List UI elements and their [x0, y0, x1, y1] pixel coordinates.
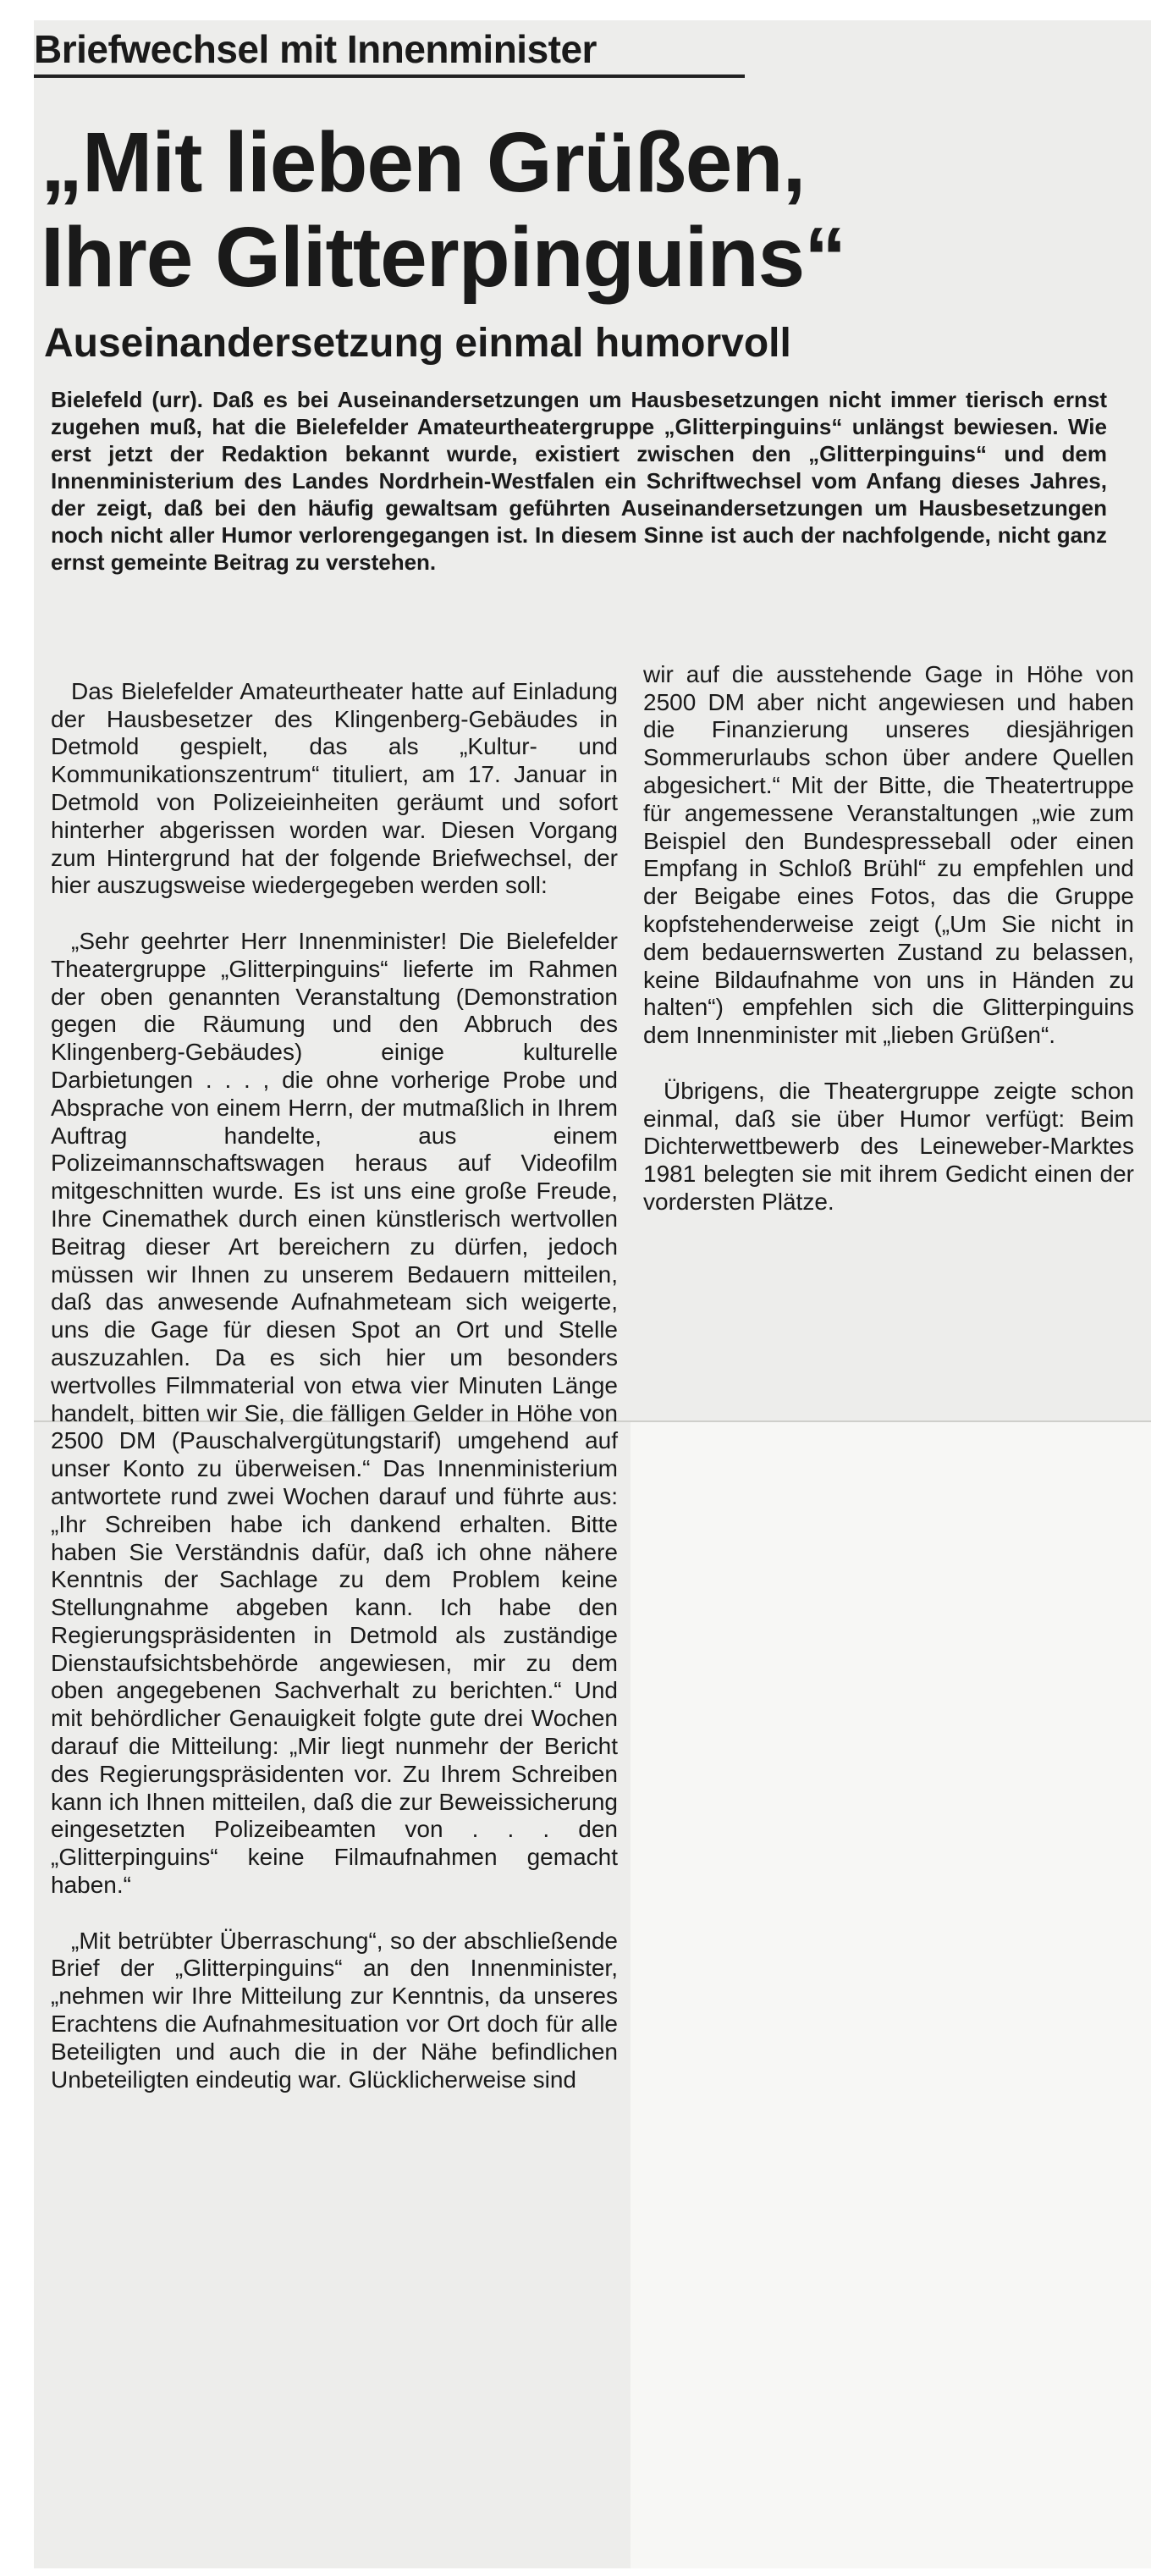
left-column: [51, 650, 618, 2121]
paragraph: Übrigens, die Theatergruppe zeigte schon einmal, daß sie über Humor verfügt: Beim Dichterwettbewerb des Leineweber-Marktes 1981 belegten sie mit ihrem Gedicht einen der vordersten Plätze.: [643, 1077, 1134, 1215]
kicker: Briefwechsel mit Innenminister: [34, 24, 745, 78]
paragraph: „Mit betrübter Überraschung“, so der abschließende Brief der „Glitterpinguins“ an den Innenminister, „nehmen wir Ihre Mitteilung zur Kenntnis, da unseres Erachtens die Aufnahmesituation vor Ort doch für alle Beteiligten und auch die in der Nähe befindlichen Unbeteiligten eindeutig war. Glücklicherweise sind: [51, 1927, 618, 2093]
blank-paper-area: [631, 1422, 1151, 2568]
right-column: [643, 633, 1134, 1244]
lead-paragraph: Bielefeld (urr). Daß es bei Auseinandersetzungen um Hausbesetzungen nicht immer tierisch ernst zugehen muß, hat die Bielefelder Amateurtheatergruppe „Glitterpinguins“ unlängst bewiesen. Wie erst jetzt der Redaktion bekannt wurde, existiert zwischen den „Glitterpinguins“ und dem Innenministerium des Landes Nordrhein-Westfalen ein Schriftwechsel vom Anfang dieses Jahres, der zeigt, daß bei den häufig gewaltsam geführten Auseinandersetzungen um Hausbesetzungen noch nicht aller Humor verlorengegangen ist. In diesem Sinne ist auch der nachfolgende, nicht ganz ernst gemeinte Beitrag zu verstehen.: [51, 387, 1107, 575]
subheadline: Auseinandersetzung einmal humorvoll: [44, 321, 791, 366]
paragraph: „Sehr geehrter Herr Innenminister! Die Bielefelder Theatergruppe „Glitterpinguins“ lieferte im Rahmen der oben genannten Veranstaltung (Demonstration gegen die Räumung und den Abbruch des Klingenberg-Gebäudes) einige kulturelle Darbietungen . . . , die ohne vorherige Probe und Absprache von einem Herrn, der mutmaßlich in Ihrem Auftrag handelte, aus einem Polizeimannschaftswagen heraus auf Videofilm mitgeschnitten wurde. Es ist uns eine große Freude, Ihre Cinemathek durch einen künstlerisch wertvollen Beitrag dieser Art bereichern zu dürfen, jedoch müssen wir Ihnen zu unserem Bedauern mitteilen, daß das anwesende Aufnahmeteam sich weigerte, uns die Gage für diesen Spot an Ort und Stelle auszuzahlen. Da es sich hier um besonders wertvolles Filmmaterial von etwa vier Minuten Länge handelt, bitten wir Sie, die fälligen Gelder in Höhe von 2500 DM (Pauschalvergütungstarif) umgehend auf unser Konto zu überweisen.“ Das Innenministerium antwortete rund zwei Wochen darauf und führte aus: „Ihr Schreiben habe ich dankend erhalten. Bitte haben Sie Verständnis dafür, daß ich ohne nähere Kenntnis der Sachlage zu dem Problem keine Stellungnahme abgeben kann. Ich habe den Regierungspräsidenten in Detmold als zuständige Dienstaufsichtsbehörde angewiesen, mir zu dem oben angegebenen Sachverhalt zu berichten.“ Und mit behördlicher Genauigkeit folgte gute drei Wochen darauf die Mitteilung: „Mir liegt nunmehr der Bericht des Regierungspräsidenten vor. Zu Ihrem Schreiben kann ich Ihnen mitteilen, daß die zur Beweissicherung eingesetzten Polizeibeamten von . . . den „Glitterpinguins“ keine Filmaufnahmen gemacht haben.“: [51, 927, 618, 1899]
paragraph: Das Bielefelder Amateurtheater hatte auf Einladung der Hausbesetzer des Klingenberg-Gebäudes in Detmold gespielt, das als „Kultur- und Kommunikationszentrum“ tituliert, am 17. Januar in Detmold von Polizeieinheiten geräumt und sofort hinterher abgerissen worden war. Diesen Vorgang zum Hintergrund hat der folgende Briefwechsel, der hier auszugsweise wiedergegeben werden soll:: [51, 677, 618, 899]
headline: „Mit lieben Grüßen, Ihre Glitterpinguins“: [41, 115, 846, 305]
paragraph: wir auf die ausstehende Gage in Höhe von 2500 DM aber nicht angewiesen und haben die Finanzierung unseres diesjährigen Sommerurlaubs schon über andere Quellen abgesichert.“ Mit der Bitte, die Theatertruppe für angemessene Veranstaltungen „wie zum Beispiel den Bundespresseball oder einen Empfang in Schloß Brühl“ zu empfehlen und der Beigabe eines Fotos, das die Gruppe kopfstehenderweise zeigt („Um Sie nicht in dem bedauernswerten Zustand zu belassen, keine Bildaufnahme von uns in Händen zu halten“) empfehlen sich die Glitterpinguins dem Innenminister mit „lieben Grüßen“.: [643, 660, 1134, 1049]
